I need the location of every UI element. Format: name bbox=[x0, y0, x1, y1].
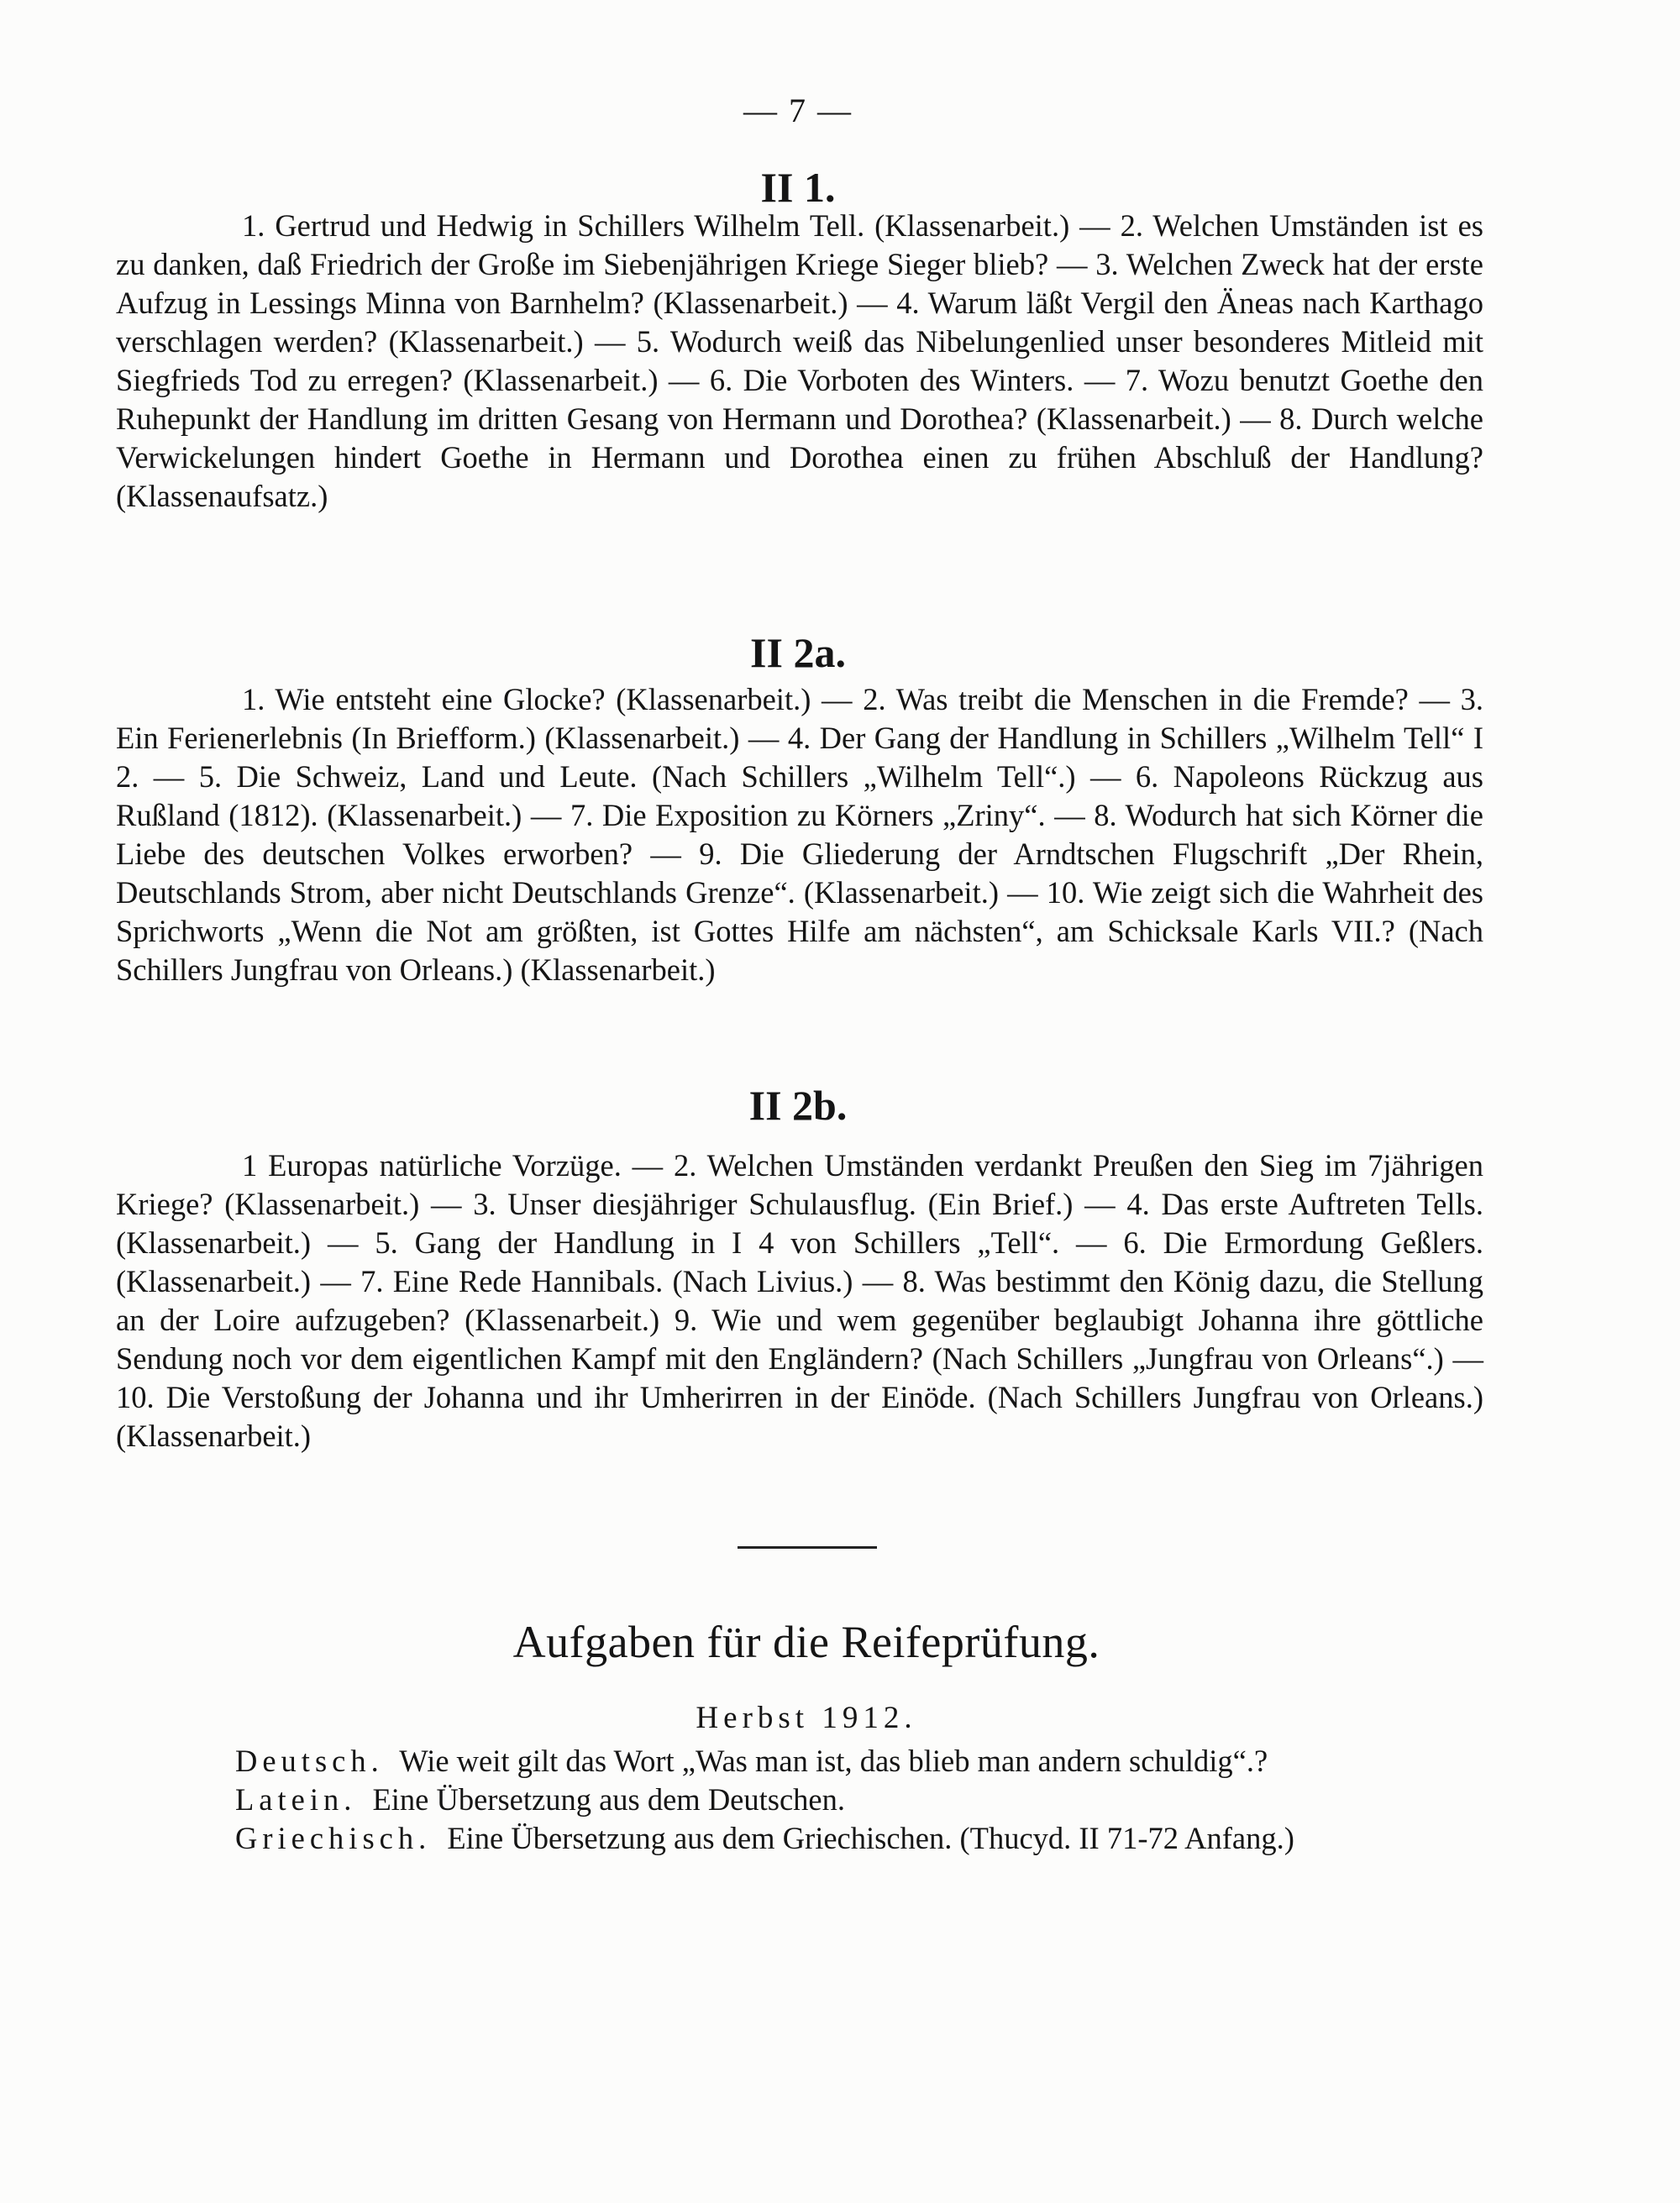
exam-term: Herbst 1912. bbox=[696, 1701, 917, 1735]
exam-task: Wie weit gilt das Wort „Was man ist, das blieb man andern schuldig“.? bbox=[399, 1744, 1268, 1778]
exam-title: Aufgaben für die Reifeprüfung. bbox=[512, 1617, 1100, 1667]
section-heading-ii2a: II 2a. bbox=[750, 629, 846, 676]
section-divider bbox=[738, 1546, 877, 1549]
section-text-ii2b: 1 Europas natürliche Vorzüge. — 2. Welchen Umständen verdankt Preußen den Sieg im 7jährigen Kriege? (Klassenarbeit.) — 3. Unser diesjähriger Schulausflug. (Ein Brief.) — 4. Das erste Auftreten Tells. (Klassenarbeit.) — 5. Gang der Handlung in I 4 von Schillers „Tell“. — 6. Die Ermordung Geßlers. (Klassenarbeit.) — 7. Eine Rede Hannibals. (Nach Livius.) — 8. Was bestimmt den König dazu, die Stellung an der Loire aufzugeben? (Klassenarbeit.) 9. Wie und wem gegenüber beglaubigt Johanna ihre göttliche Sendung noch vor dem eigentlichen Kampf mit den Engländern? (Nach Schillers „Jungfrau von Orleans“.) — 10. Die Verstoßung der Johanna und ihr Umherirren in der Einöde. (Nach Schillers Jungfrau von Orleans.) (Klassenarbeit.) bbox=[116, 1148, 1483, 1453]
exam-item-latein bbox=[235, 1781, 845, 1819]
exam-task: Eine Übersetzung aus dem Deutschen. bbox=[372, 1782, 846, 1817]
exam-subject: Deutsch. bbox=[235, 1744, 384, 1778]
section-text-ii2a: 1. Wie entsteht eine Glocke? (Klassenarbeit.) — 2. Was treibt die Menschen in die Fremde? — 3. Ein Ferienerlebnis (In Briefform.) (Klassenarbeit.) — 4. Der Gang der Handlung in Schillers „Wilhelm Tell“ I 2. — 5. Die Schweiz, Land und Leute. (Nach Schillers „Wilhelm Tell“.) — 6. Napoleons Rückzug aus Rußland (1812). (Klassenarbeit.) — 7. Die Exposition zu Körners „Zriny“. — 8. Wodurch hat sich Körner die Liebe des deutschen Volkes erworben? — 9. Die Gliederung der Arndtschen Flugschrift „Der Rhein, Deutschlands Strom, aber nicht Deutschlands Grenze“. (Klassenarbeit.) — 10. Wie zeigt sich die Wahrheit des Sprichworts „Wenn die Not am größten, ist Gottes Hilfe am nächsten“, am Schicksale Karls VII.? (Nach Schillers Jungfrau von Orleans.) (Klassenarbeit.) bbox=[116, 682, 1483, 987]
section-heading-ii1: II 1. bbox=[760, 164, 836, 211]
exam-task: Eine Übersetzung aus dem Griechischen. (Thucyd. II 71-72 Anfang.) bbox=[447, 1821, 1294, 1855]
exam-subject: Griechisch. bbox=[235, 1821, 432, 1855]
exam-item-griechisch bbox=[235, 1819, 1294, 1858]
section-text-ii1: 1. Gertrud und Hedwig in Schillers Wilhelm Tell. (Klassenarbeit.) — 2. Welchen Umständen ist es zu danken, daß Friedrich der Große im Siebenjährigen Kriege Sieger blieb? — 3. Welchen Zweck hat der erste Aufzug in Lessings Minna von Barnhelm? (Klassenarbeit.) — 4. Warum läßt Vergil den Äneas nach Karthago verschlagen werden? (Klassenarbeit.) — 5. Wodurch weiß das Nibelungenlied unser besonderes Mitleid mit Siegfrieds Tod zu erregen? (Klassenarbeit.) — 6. Die Vorboten des Winters. — 7. Wozu benutzt Goethe den Ruhepunkt der Handlung im dritten Gesang von Hermann und Dorothea? (Klassenarbeit.) — 8. Durch welche Verwickelungen hindert Goethe in Hermann und Dorothea einen zu frühen Abschluß der Handlung? (Klassenaufsatz.) bbox=[116, 208, 1483, 513]
exam-item-deutsch bbox=[235, 1742, 1268, 1781]
page-number: — 7 — bbox=[743, 92, 853, 129]
section-heading-ii2b: II 2b. bbox=[748, 1082, 848, 1129]
exam-subject: Latein. bbox=[235, 1782, 357, 1817]
